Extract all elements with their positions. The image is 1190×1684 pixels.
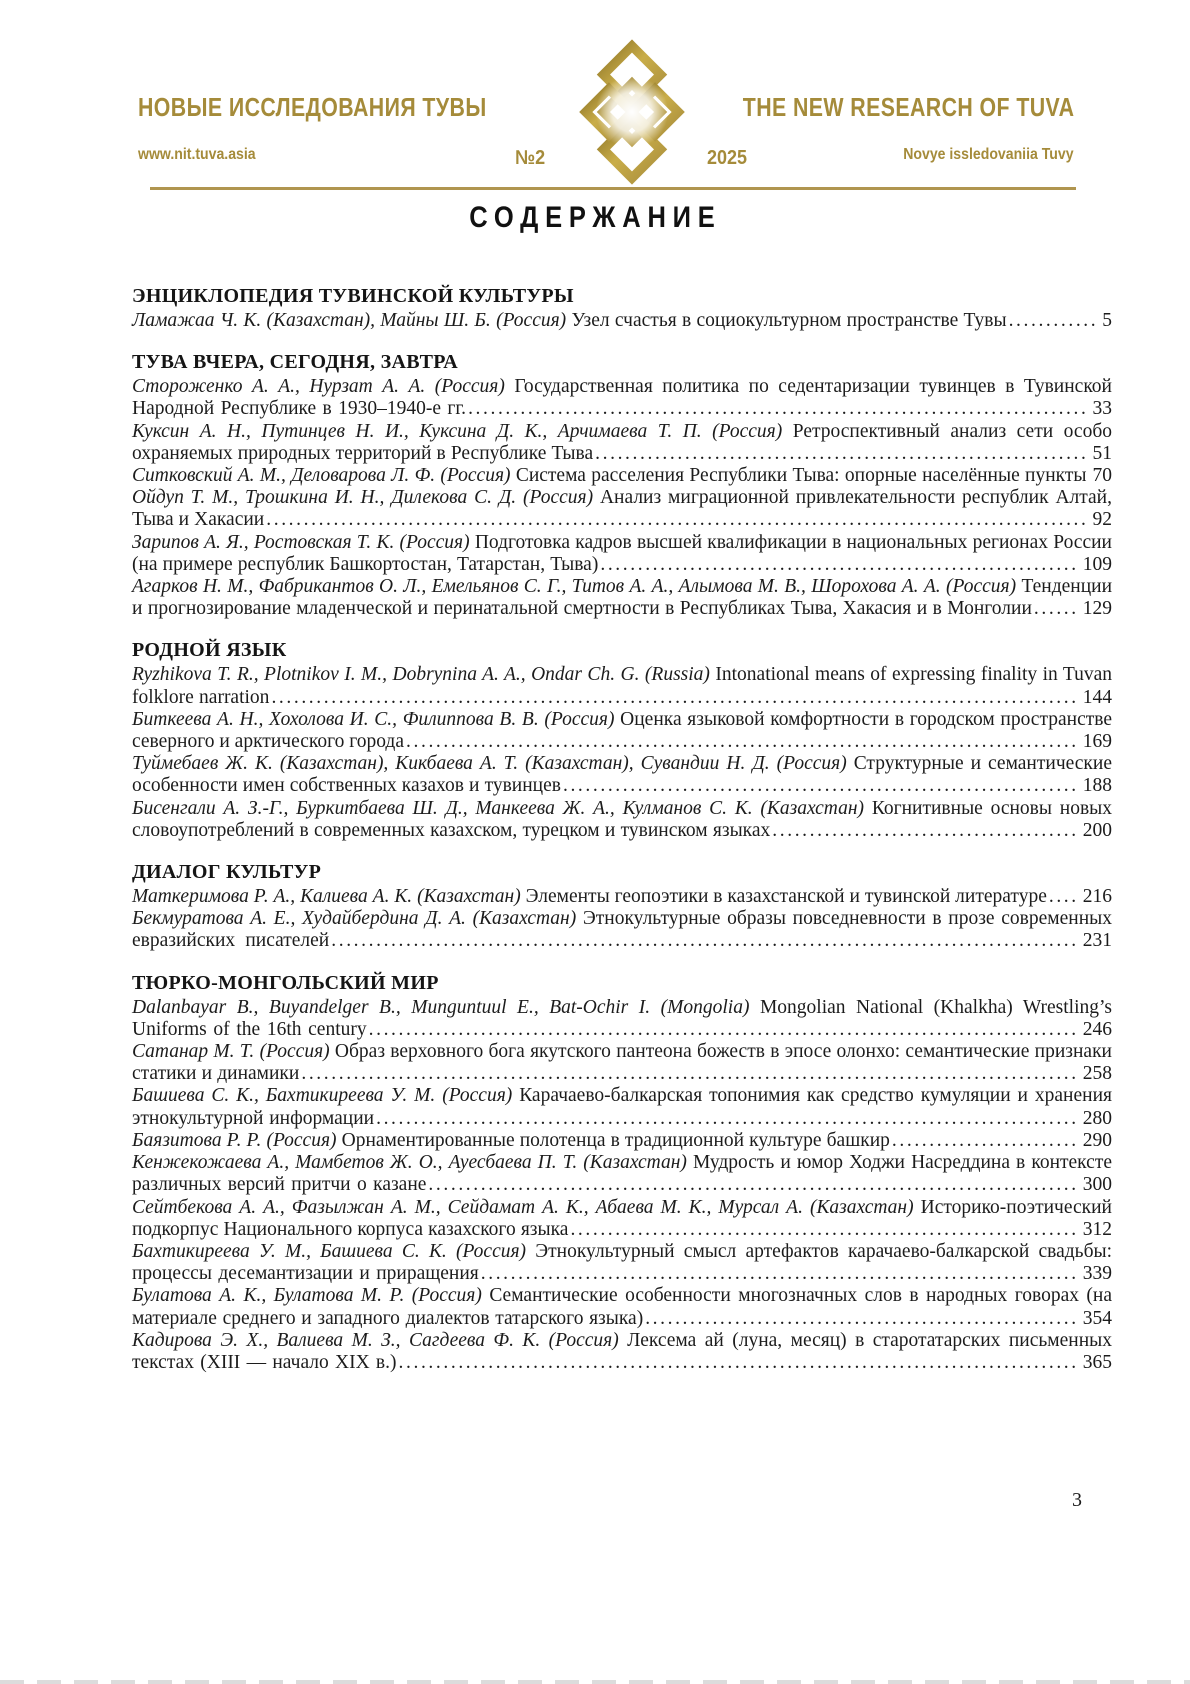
dot-leader: ......................................... [772, 819, 1079, 841]
toc-entry [132, 1041, 1112, 1085]
toc-entry [132, 1197, 1112, 1241]
entry-authors: Туймебаев Ж. К. (Казахстан), Кикбаева А. Т. (Казахстан), Сувандии Н. Д. (Россия) [132, 753, 847, 775]
entry-page-number: 290 [1082, 1129, 1113, 1151]
entry-title: Образ верховного бога якутского пантеона божеств в эпосе олонхо: семантические признаки статики и динамики [132, 1041, 1112, 1085]
toc-entry [132, 709, 1112, 753]
entry-authors: Ламажаа Ч. К. (Казахстан), Майны Ш. Б. (Россия) [132, 310, 567, 331]
entry-page-number: 188 [1082, 775, 1112, 797]
dot-leader: ................................................................................... [468, 398, 1089, 420]
entry-page-number: 216 [1082, 886, 1113, 908]
entry-page-number: 33 [1092, 398, 1112, 420]
entry-page-number: 258 [1082, 1063, 1112, 1085]
entry-authors: Бахтикиреева У. М., Башиева С. К. (Россия) [132, 1240, 527, 1262]
entry-page-number: 169 [1082, 731, 1113, 753]
entry-title: Оценка языковой комфортности в городском пространстве северного и арктического города [132, 708, 1112, 753]
section-heading: ДИАЛОГ КУЛЬТУР [132, 861, 322, 884]
toc-entry [132, 421, 1112, 465]
dot-leader: .................................................................. [595, 442, 1089, 464]
entry-title: Тенденции и прогнозирование младенческой и перинатальной смертности в Республиках Тыва, Хакасия и в Монголии [132, 576, 1113, 620]
entry-title: Подготовка кадров высшей квалификации в национальных регионах России (на примере республик Башкортостан, Татарстан, Тыва) [132, 531, 1112, 575]
toc-entry [132, 465, 1112, 487]
toc-entry [132, 997, 1112, 1041]
entry-authors: Ойдуп Т. М., Трошкина И. Н., Дилекова С. Д. (Россия) [132, 487, 594, 509]
entry-authors: Бисенгали А. З.-Г., Буркитбаева Ш. Д., Манкеева Ж. А., Кулманов С. К. (Казахстан) [132, 797, 865, 819]
entry-title: Орнаментированные полотенца в традиционной культуре башкир [341, 1129, 890, 1151]
journal-title-translit: Novye issledovaniia Tuvy [903, 146, 1074, 163]
entry-authors: Бекмуратова А. Е., Худайбердина Д. А. (Казахстан) [132, 908, 577, 930]
header-divider [150, 187, 1076, 190]
journal-title-en: THE NEW RESEARCH OF TUVA [742, 92, 1074, 122]
entry-page-number: 129 [1082, 598, 1112, 620]
dot-leader: .................................................................... [570, 1218, 1079, 1240]
entry-authors: Башиева С. К., Бахтикиреева У. М. (Россия) [132, 1085, 513, 1107]
entry-title: Когнитивные основы новых словоупотреблений в современных казахском, турецком и тувинском языках [132, 797, 1112, 841]
dot-leader: ................................................................ [600, 553, 1079, 575]
section-heading: РОДНОЙ ЯЗЫК [132, 639, 287, 662]
dot-leader: ........................................................................................... [398, 1351, 1079, 1373]
toc-entry [132, 908, 1112, 952]
endless-knot-icon [577, 38, 687, 186]
entry-title: Структурные и семантические особенности имен собственных казахов и тувинцев [132, 753, 1112, 797]
entry-authors: Кенжекожаева А., Мамбетов Ж. О., Ауесбаева П. Т. (Казахстан) [132, 1152, 687, 1174]
entry-page-number: 246 [1082, 1018, 1112, 1040]
section-heading: ТЮРКО-МОНГОЛЬСКИЙ МИР [132, 971, 439, 994]
entry-title: Этнокультурные образы повседневности в прозе современных евразийских писателей [132, 908, 1113, 952]
entry-authors: Стороженко А. А., Нурзат А. А. (Россия) [132, 376, 505, 398]
entry-authors: Кадирова Э. Х., Валиева М. З., Сагдеева Ф. К. (Россия) [132, 1329, 619, 1351]
entry-authors: Биткеева А. Н., Хохолова И. С., Филиппова В. В. (Россия) [132, 708, 615, 730]
table-of-contents [132, 284, 1112, 1374]
entry-title: Государственная политика по седентаризации тувинцев в Тувинской Народной Республике в 1930–1940-е гг. [132, 376, 1112, 420]
entry-title: Карачаево-балкарская топонимия как средство кумуляции и хранения этнокультурной информации [132, 1085, 1112, 1129]
entry-authors: Ситковский А. М., Деловарова Л. Ф. (Россия) [132, 465, 511, 487]
page-title: СОДЕРЖАНИЕ [468, 201, 722, 234]
entry-authors: Булатова А. К., Булатова М. Р. (Россия) [132, 1285, 482, 1307]
entry-authors: Агарков Н. М., Фабрикантов О. Л., Емельянов С. Г., Титов А. А., Алымова М. В., Шорохова А. А. (Россия) [132, 576, 1017, 598]
entry-authors: Сатанар М. Т. (Россия) [132, 1041, 330, 1063]
toc-entry [132, 1085, 1112, 1129]
dot-leader: ...... [1033, 598, 1079, 620]
toc-section [132, 350, 1112, 620]
entry-title: Элементы геопоэтики в казахстанской и тувинской литературе [525, 886, 1047, 908]
entry-title: Лексема ай (луна, месяц) в старотатарских письменных текстах (XIII — начало XIX в.) [132, 1329, 1112, 1373]
journal-website: www.nit.tuva.asia [138, 146, 256, 163]
toc-entry [132, 886, 1112, 908]
entry-title: Этнокультурный смысл артефактов карачаево-балкарской свадьбы: процессы десемантизации и приращения [132, 1240, 1113, 1285]
toc-entry [132, 798, 1112, 842]
entry-page-number: 200 [1082, 819, 1112, 841]
entry-title: Ретроспективный анализ сети особо охраняемых природных территорий в Республике Тыва [132, 420, 1112, 464]
entry-page-number: 339 [1082, 1263, 1112, 1285]
entry-page-number: 70 [1092, 465, 1112, 487]
entry-authors: Куксин А. Н., Путинцев Н. И., Куксина Д. К., Арчимаева Т. П. (Россия) [132, 420, 783, 442]
toc-entry [132, 1285, 1112, 1329]
entry-title: Семантические особенности многозначных слов в народных говорах (на материале среднего и западного диалектов татарского языка) [132, 1285, 1113, 1329]
entry-authors: Dalanbayar B., Buyandelger B., Munguntuul E., Bat-Ochir I. (Mongolia) [132, 996, 750, 1018]
toc-entry [132, 532, 1112, 576]
toc-entry [132, 753, 1112, 797]
dot-leader: .............................................................................................................. [266, 509, 1089, 531]
dot-leader: ............ [1008, 310, 1099, 331]
section-heading: ЭНЦИКЛОПЕДИЯ ТУВИНСКОЙ КУЛЬТУРЫ [132, 285, 574, 307]
entry-title: Узел счастья в социокультурном пространстве Тувы [571, 310, 1007, 331]
issue-number: №2 [515, 147, 546, 169]
toc-entry [132, 1152, 1112, 1196]
dot-leader: .......................................................................................... [406, 731, 1079, 753]
entry-page-number: 312 [1082, 1218, 1112, 1240]
dot-leader: .... [1048, 886, 1079, 908]
entry-page-number: 5 [1102, 310, 1113, 331]
entry-page-number: 354 [1082, 1307, 1112, 1329]
entry-title: Мудрость и юмор Ходжи Насреддина в контексте различных версий притчи о казане [132, 1152, 1112, 1196]
dot-leader: ................................................................................ [480, 1263, 1079, 1285]
toc-entry [132, 664, 1112, 708]
toc-entry [132, 376, 1112, 420]
entry-page-number: 144 [1082, 686, 1112, 708]
bottom-dashed-line [0, 1680, 1190, 1684]
entry-page-number: 280 [1082, 1107, 1112, 1129]
entry-authors: Маткеримова Р. А., Калиева А. К. (Казахстан) [132, 886, 521, 908]
dot-leader: .............................................................................................. [376, 1107, 1079, 1129]
dot-leader: ........................................................................................................ [301, 1063, 1079, 1085]
toc-entry [132, 310, 1112, 332]
toc-entry [132, 576, 1112, 620]
dot-leader: .................................................................................................... [331, 930, 1079, 952]
issue-year: 2025 [707, 147, 748, 169]
entry-title: Система расселения Республики Тыва: опорные населённые пункты [515, 465, 1087, 487]
dot-leader: ............................................................................................................ [271, 686, 1079, 708]
toc-entry [132, 1330, 1112, 1374]
entry-page-number: 92 [1092, 509, 1112, 531]
entry-page-number: 109 [1082, 553, 1112, 575]
journal-title-ru: НОВЫЕ ИССЛЕДОВАНИЯ ТУВЫ [138, 92, 487, 122]
dot-leader: .......................................................... [645, 1307, 1079, 1329]
entry-title: Анализ миграционной привлекательности республик Алтай, Тыва и Хакасии [132, 487, 1112, 531]
toc-section [132, 971, 1112, 1374]
dot-leader: ............................................................................................... [368, 1018, 1079, 1040]
dot-leader: ....................................................................................... [428, 1174, 1079, 1196]
entry-page-number: 365 [1082, 1351, 1112, 1373]
dot-leader: ..................................................................... [562, 775, 1079, 797]
toc-section [132, 284, 1112, 332]
entry-title: Mongolian National (Khalkha) Wrestling’s Uniforms of the 16th century [132, 996, 1112, 1040]
toc-section [132, 860, 1112, 953]
entry-authors: Баязитова Р. Р. (Россия) [132, 1129, 337, 1151]
toc-section [132, 638, 1112, 842]
dot-leader: ......................... [891, 1129, 1079, 1151]
toc-entry [132, 1241, 1112, 1285]
entry-title: Intonational means of expressing finality in Tuvan folklore narration [132, 664, 1113, 708]
entry-page-number: 51 [1092, 442, 1112, 464]
entry-authors: Зарипов А. Я., Ростовская Т. К. (Россия) [132, 531, 470, 553]
page-number: 3 [1072, 1489, 1082, 1511]
entry-page-number: 300 [1082, 1174, 1112, 1196]
entry-title: Историко-поэтический подкорпус Национального корпуса казахского языка [132, 1196, 1112, 1240]
entry-page-number: 231 [1082, 930, 1112, 952]
entry-authors: Сейтбекова А. А., Фазылжан А. М., Сейдамат А. К., Абаева М. К., Мурсал А. (Казахстан) [132, 1196, 914, 1218]
entry-authors: Ryzhikova T. R., Plotnikov I. M., Dobrynina A. A., Ondar Ch. G. (Russia) [132, 664, 710, 686]
section-heading: ТУВА ВЧЕРА, СЕГОДНЯ, ЗАВТРА [132, 351, 458, 374]
toc-entry [132, 487, 1112, 531]
toc-entry [132, 1130, 1112, 1152]
